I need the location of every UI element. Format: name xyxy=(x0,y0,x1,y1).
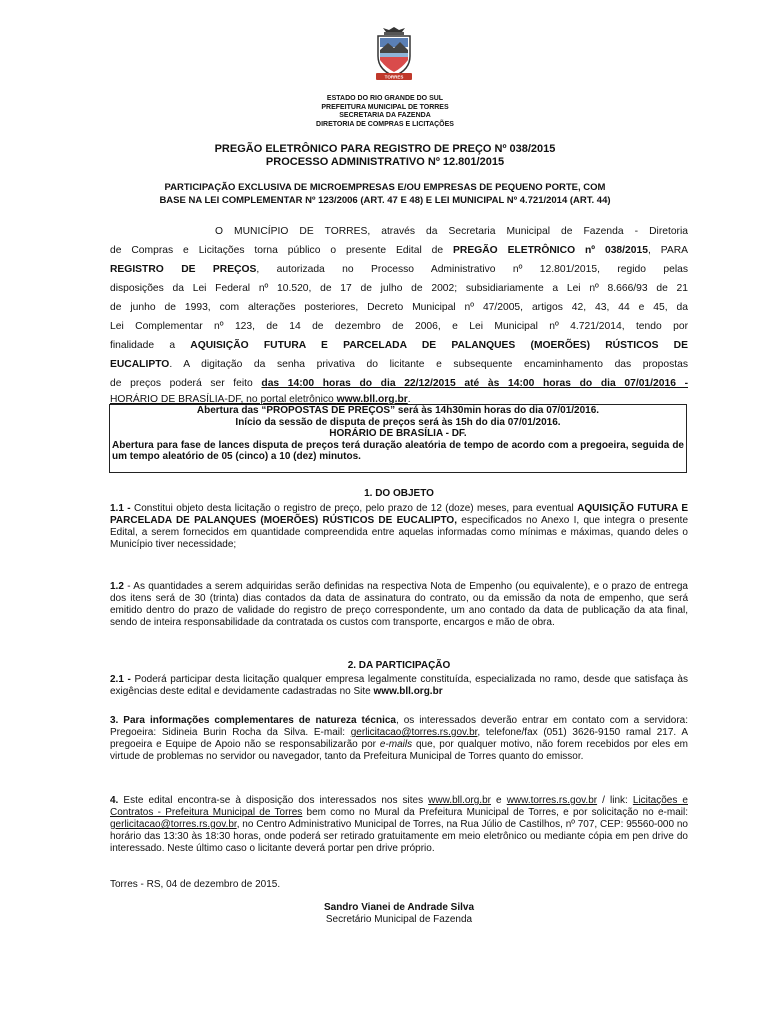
intro-line6: Lei Complementar nº 123, de 14 de dezembro de 2006, e Lei Municipal nº 4.721/2014, tendo por xyxy=(110,321,688,332)
section2-heading: 2. DA PARTICIPAÇÃO xyxy=(347,660,451,671)
subtitle-line1: PARTICIPAÇÃO EXCLUSIVA DE MICROEMPRESAS E/OU EMPRESAS DE PEQUENO PORTE, COM xyxy=(164,182,606,193)
section1-p2: 1.2 - As quantidades a serem adquiridas serão definidas na respectiva Nota de Empenho (ou equivalente), e o prazo de entrega dos itens será de 30 (trinta) dias contados da data de assinatura do contrato, ou da emissão da nota de empenho, que será emitido dentro do prazo de validade do registro de preço correspondente, um ano contado da data de publicação da ata final, sendo de inteira responsabilidade da contratada os custos com transporte, encargos e mão de obra. xyxy=(110,581,688,628)
intro-line5: de junho de 1993, com alterações posteriores, Decreto Municipal nº 47/2005, artigos 42, 43, 44 e 45, da xyxy=(110,302,688,313)
signature-name: Sandro Vianei de Andrade Silva xyxy=(323,902,475,913)
header-state: ESTADO DO RIO GRANDE DO SUL xyxy=(326,95,444,102)
place-date: Torres - RS, 04 de dezembro de 2015. xyxy=(110,879,281,890)
header-diretoria: DIRETORIA DE COMPRAS E LICITAÇÕES xyxy=(316,120,454,128)
section4-p: 4. Este edital encontra-se à disposição dos interessados nos sites www.bll.org.br e www.torres.rs.gov.br / link: Licitações e Contratos - Prefeitura Municipal de Torres bem como no Mural da Prefeitura Municipal de Torres, e por solicitação no e-mail: gerlicitacao@torres.rs.gov.br, no Centro Administrativo Municipal de Torres, na Rua Júlio de Castilhos, nº 707, CEP: 95560-000 no horário das 13:30 às 18:30 horas, onde poderá ser retirado gratuitamente em meio eletrônico ou mediante cópia em pen drive do interessado. Neste último caso o licitante deverá portar pen drive próprio. xyxy=(110,795,688,854)
box-line2: Início da sessão de disputa de preços será às 15h do dia 07/01/2016. xyxy=(235,416,561,428)
subtitle-line2: BASE NA LEI COMPLEMENTAR Nº 123/2006 (ART. 47 E 48) E LEI MUNICIPAL Nº 4.721/2014 (ART. 44) xyxy=(159,195,611,206)
bll-link[interactable]: www.bll.org.br xyxy=(336,394,408,405)
licitacoes-link[interactable]: Licitações e Contratos - Prefeitura Municipal de Torres xyxy=(110,795,688,818)
crest-text: TORRES xyxy=(384,74,404,80)
doc-process: PROCESSO ADMINISTRATIVO Nº 12.801/2015 xyxy=(265,156,505,168)
bll-site-link[interactable]: www.bll.org.br xyxy=(428,795,491,806)
intro-line1: O MUNICÍPIO DE TORRES, através da Secretaria Municipal de Fazenda - Diretoria xyxy=(215,226,688,237)
section1-heading: 1. DO OBJETO xyxy=(364,488,434,499)
intro-line7: finalidade a AQUISIÇÃO FUTURA E PARCELADA DE PALANQUES (MOERÕES) RÚSTICOS DE xyxy=(110,340,688,351)
intro-line8: EUCALIPTO. A digitação da senha privativa do licitante e subsequente encaminhamento das propostas xyxy=(110,359,688,370)
box-line1: Abertura das “PROPOSTAS DE PREÇOS” será às 14h30min horas do dia 07/01/2016. xyxy=(196,405,600,416)
intro-line3: REGISTRO DE PREÇOS, autorizada no Processo Administrativo nº 12.801/2015, regido pelas xyxy=(110,264,688,275)
section1-p1: 1.1 - Constitui objeto desta licitação o registro de preço, pelo prazo de 12 (doze) meses, para eventual AQUISIÇÃO FUTURA E PARCELADA DE PALANQUES (MOERÕES) RÚSTICOS DE EUCALIPTO, especificados no Anexo I, que integra o presente Edital, a serem fornecidos em quantidade compreendida entre aquelas informadas como mínimas e máximas, quando deles o Município tiver necessidade; xyxy=(110,503,689,550)
header-secretaria: SECRETARIA DA FAZENDA xyxy=(339,112,431,119)
doc-title: PREGÃO ELETRÔNICO PARA REGISTRO DE PREÇO Nº 038/2015 xyxy=(214,143,556,155)
section3-p: 3. Para informações complementares de natureza técnica, os interessados deverão entrar em contato com a servidora: Pregoeira: Sidineia Burin Rocha da Silva. E-mail: gerlicitacao@torres.rs.gov.br, telefone/fax (051) 3626-9150 ramal 217. A pregoeira e Equipe de Apoio não se responsabilizarão por e-mails que, por qualquer motivo, não forem recebidos por eles em virtude de problemas no servidor ou navegador, tanto da Prefeitura Municipal de Torres quanto do emissor. xyxy=(110,715,689,762)
signature-role: Secretário Municipal de Fazenda xyxy=(325,914,473,925)
coat-of-arms-icon xyxy=(372,26,416,82)
intro-line10: HORÁRIO DE BRASÍLIA-DF, no portal eletrônico www.bll.org.br. xyxy=(110,394,411,405)
email-link-2[interactable]: gerlicitacao@torres.rs.gov.br xyxy=(110,819,237,830)
intro-line2: de Compras e Licitações torna público o presente Edital de PREGÃO ELETRÔNICO nº 038/2015, PARA xyxy=(110,245,688,256)
schedule-box xyxy=(109,404,687,473)
header-prefeitura: PREFEITURA MUNICIPAL DE TORRES xyxy=(321,103,449,111)
box-line4: Abertura para fase de lances disputa de preços terá duração aleatória de tempo de acordo com a pregoeira, seguida de um tempo aleatório de 05 (cinco) a 10 (dez) minutos. xyxy=(112,439,684,462)
torres-site-link[interactable]: www.torres.rs.gov.br xyxy=(506,795,598,806)
intro-line4: disposições da Lei Federal nº 10.520, de 17 de julho de 2002; subsidiariamente a Lei nº 8.666/93 de 21 xyxy=(110,283,688,294)
intro-line9: de preços poderá ser feito das 14:00 horas do dia 22/12/2015 até às 14:00 horas do dia 07/01/2016 - xyxy=(110,378,688,389)
section2-p1: 2.1 - Poderá participar desta licitação qualquer empresa legalmente constituída, especializada no ramo, desde que satisfaça às exigências deste edital e devidamente cadastradas no Site www.bll.org.br xyxy=(110,674,688,697)
email-link[interactable]: gerlicitacao@torres.rs.gov.br xyxy=(350,727,478,738)
box-line3: HORÁRIO DE BRASÍLIA - DF. xyxy=(329,428,467,439)
